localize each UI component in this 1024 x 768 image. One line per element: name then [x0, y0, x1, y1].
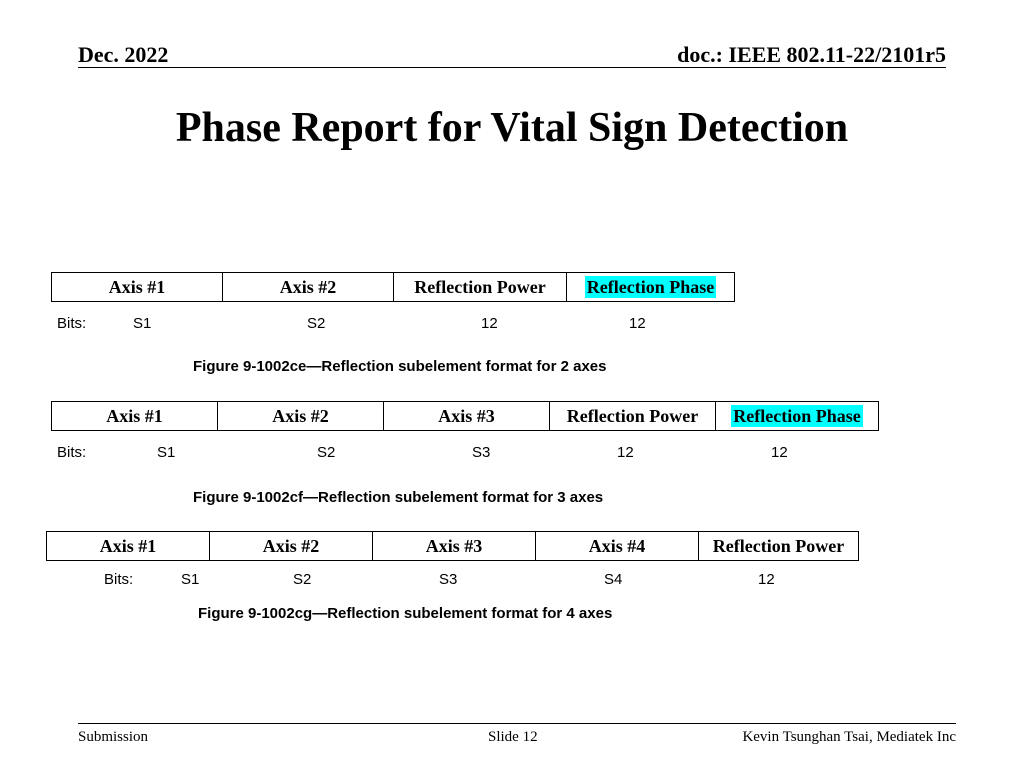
field-axis-2: Axis #2: [223, 273, 394, 302]
bits-value: 12: [617, 444, 634, 461]
field-reflection-power: Reflection Power: [394, 273, 567, 302]
table-row: [52, 273, 735, 302]
bits-value: S3: [439, 571, 458, 588]
bits-value: S4: [604, 571, 623, 588]
bits-value: 12: [629, 315, 646, 332]
bits-value: 12: [771, 444, 788, 461]
header-doc-number: doc.: IEEE 802.11-22/2101r5: [677, 42, 946, 67]
bits-value: S1: [181, 571, 200, 588]
footer-author: Kevin Tsunghan Tsai, Mediatek Inc: [742, 729, 956, 745]
bits-label: Bits:: [57, 444, 87, 461]
figure-caption: Figure 9-1002ce—Reflection subelement format for 2 axes: [193, 358, 607, 375]
field-reflection-phase-cell: [567, 273, 735, 302]
footer-slide-number: Slide 12: [488, 729, 538, 745]
slide-title: Phase Report for Vital Sign Detection: [175, 105, 849, 151]
table-row: [52, 402, 879, 431]
bits-value: S1: [157, 444, 176, 461]
header-rule: [78, 67, 946, 68]
footer-submission: Submission: [78, 729, 149, 745]
field-axis-4: Axis #4: [536, 532, 699, 561]
bits-value: S2: [307, 315, 326, 332]
field-reflection-phase: Reflection Phase: [586, 276, 715, 297]
bits-value: 12: [481, 315, 498, 332]
field-axis-1: Axis #1: [52, 402, 218, 431]
field-reflection-phase: Reflection Phase: [733, 405, 861, 426]
field-axis-2: Axis #2: [210, 532, 373, 561]
bits-label: Bits:: [104, 571, 134, 588]
field-reflection-power: Reflection Power: [550, 402, 716, 431]
bits-value: S3: [472, 444, 491, 461]
figure-caption: Figure 9-1002cf—Reflection subelement format for 3 axes: [193, 489, 604, 506]
field-axis-1: Axis #1: [47, 532, 210, 561]
footer-rule: [78, 723, 956, 724]
field-axis-3: Axis #3: [373, 532, 536, 561]
field-reflection-phase-cell: [716, 402, 879, 431]
format-table-3-axes: [51, 401, 879, 431]
field-axis-1: Axis #1: [52, 273, 223, 302]
bits-value: 12: [758, 571, 775, 588]
bits-value: S1: [133, 315, 152, 332]
bits-value: S2: [293, 571, 312, 588]
figure-caption: Figure 9-1002cg—Reflection subelement format for 4 axes: [198, 605, 613, 622]
bits-label: Bits:: [57, 315, 87, 332]
header-date: Dec. 2022: [78, 42, 169, 67]
format-table-2-axes: [51, 272, 735, 302]
format-table-4-axes: [46, 531, 859, 561]
field-axis-2: Axis #2: [218, 402, 384, 431]
table-row: [47, 532, 859, 561]
field-reflection-power: Reflection Power: [699, 532, 859, 561]
field-axis-3: Axis #3: [384, 402, 550, 431]
bits-value: S2: [317, 444, 336, 461]
